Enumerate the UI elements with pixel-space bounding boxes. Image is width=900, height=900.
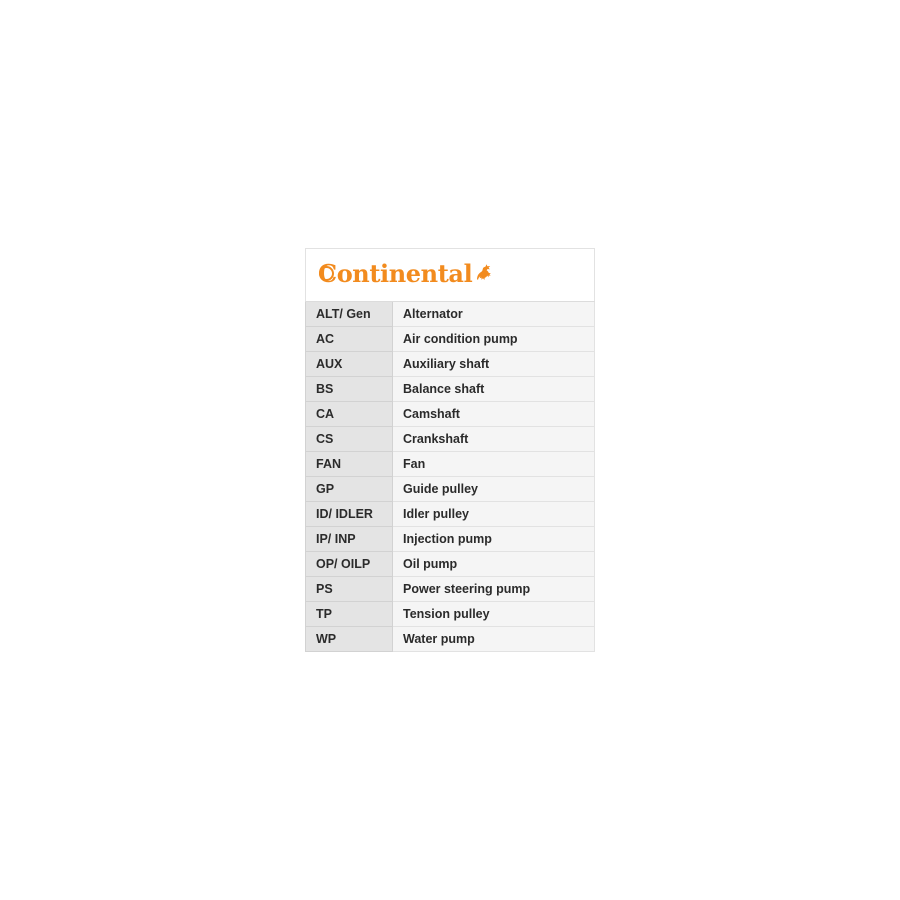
legend-code: FAN: [306, 452, 393, 477]
continental-c-ring-icon: [319, 266, 334, 281]
legend-code: CS: [306, 427, 393, 452]
legend-code: OP/ OILP: [306, 552, 393, 577]
legend-code: AC: [306, 327, 393, 352]
legend-description: Guide pulley: [393, 477, 595, 502]
table-row: [306, 402, 595, 427]
legend-description: Oil pump: [393, 552, 595, 577]
table-row: [306, 352, 595, 377]
legend-code: IP/ INP: [306, 527, 393, 552]
legend-code: GP: [306, 477, 393, 502]
legend-description: Injection pump: [393, 527, 595, 552]
brand-header-row: [306, 249, 595, 302]
legend-description: Water pump: [393, 627, 595, 652]
brand-name-label: Continental: [318, 259, 473, 288]
table-row: [306, 377, 595, 402]
legend-description: Power steering pump: [393, 577, 595, 602]
legend-description: Idler pulley: [393, 502, 595, 527]
table-row: [306, 427, 595, 452]
legend-table-body: [306, 249, 595, 652]
brand-wordmark-text: [318, 259, 473, 288]
legend-code: WP: [306, 627, 393, 652]
table-row: [306, 477, 595, 502]
table-row: [306, 577, 595, 602]
legend-description: Auxiliary shaft: [393, 352, 595, 377]
legend-description: Camshaft: [393, 402, 595, 427]
continental-logo: [318, 259, 582, 289]
legend-description: Air condition pump: [393, 327, 595, 352]
table-row: [306, 627, 595, 652]
legend-code: ALT/ Gen: [306, 302, 393, 327]
legend-description: Tension pulley: [393, 602, 595, 627]
abbreviation-legend-table: [305, 248, 595, 652]
legend-description: Crankshaft: [393, 427, 595, 452]
table-row: [306, 602, 595, 627]
brand-header-cell: [306, 249, 595, 302]
table-row: [306, 327, 595, 352]
legend-description: Fan: [393, 452, 595, 477]
legend-code: TP: [306, 602, 393, 627]
table-row: [306, 302, 595, 327]
legend-code: BS: [306, 377, 393, 402]
legend-code: CA: [306, 402, 393, 427]
table-row: [306, 527, 595, 552]
table-row: [306, 552, 595, 577]
legend-description: Alternator: [393, 302, 595, 327]
legend-code: PS: [306, 577, 393, 602]
legend-code: ID/ IDLER: [306, 502, 393, 527]
continental-horse-icon: [474, 262, 496, 286]
legend-code: AUX: [306, 352, 393, 377]
table-row: [306, 452, 595, 477]
legend-description: Balance shaft: [393, 377, 595, 402]
table-row: [306, 502, 595, 527]
